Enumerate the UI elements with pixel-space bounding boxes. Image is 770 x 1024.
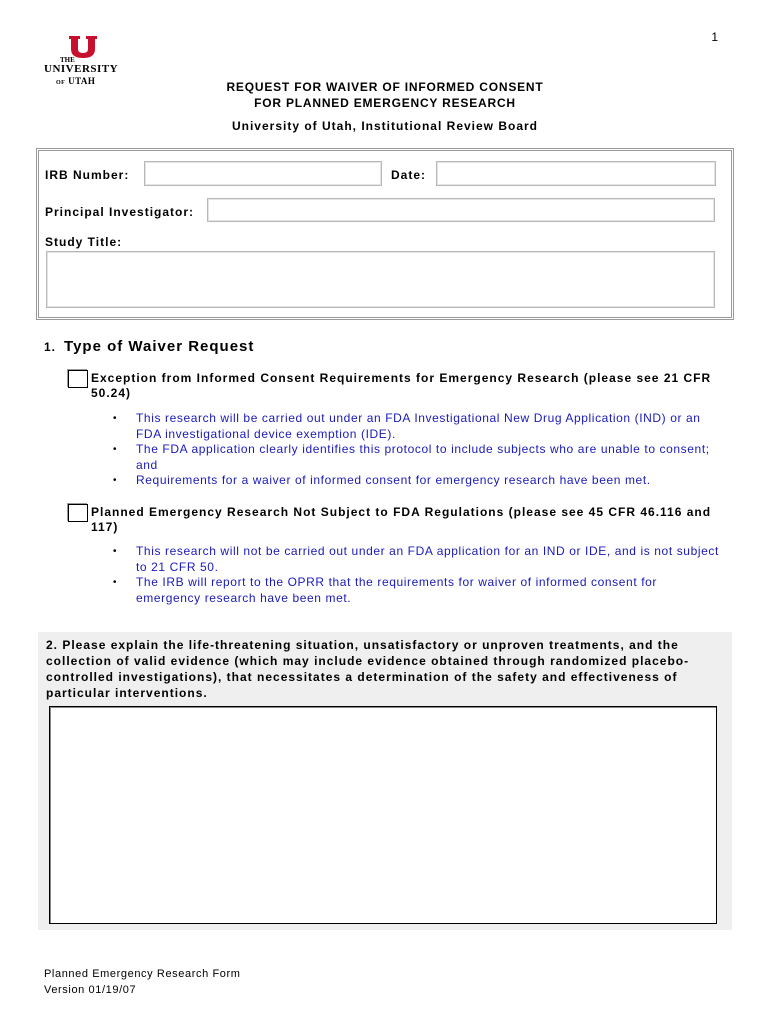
date-field[interactable]	[436, 161, 716, 186]
pi-field[interactable]	[207, 198, 715, 222]
exception-option-text: Exception from Informed Consent Requirements for Emergency Research (please see 21 CFR 50.24)	[91, 371, 712, 400]
study-title-label: Study Title:	[45, 235, 123, 249]
exception-checkbox[interactable]	[68, 370, 88, 388]
list-item: • The FDA application clearly identifies this protocol to include subjects who are unable to consent; and	[92, 442, 722, 473]
section1-title: Type of Waiver Request	[64, 338, 255, 355]
exception-bullets	[92, 411, 722, 489]
date-label: Date:	[391, 168, 427, 182]
form-title-line1: REQUEST FOR WAIVER OF INFORMED CONSENT	[226, 80, 544, 94]
page-number: 1	[711, 30, 718, 44]
section2-answer-field[interactable]	[49, 706, 717, 924]
footer-version: Version 01/19/07	[44, 984, 137, 996]
footer-form-name: Planned Emergency Research Form	[44, 968, 241, 980]
pi-label: Principal Investigator:	[45, 205, 195, 219]
list-item: • Requirements for a waiver of informed consent for emergency research have been met.	[92, 473, 722, 489]
section2-question: 2. Please explain the life-threatening situation, unsatisfactory or unproven treatments, and the collection of valid evidence (which may include evidence obtained through randomized placebo-controlled investigations), that necessitates a determination of the safety and effectiveness of particular interventions.	[46, 638, 690, 700]
section1-number: 1.	[44, 340, 57, 354]
form-subtitle: University of Utah, Institutional Review Board	[231, 119, 539, 133]
planned-research-bullets	[92, 544, 722, 606]
irb-number-field[interactable]	[144, 161, 382, 186]
list-item: • The IRB will report to the OPRR that the requirements for waiver of informed consent for emergency research have been met.	[92, 575, 722, 606]
logo-the: THE	[60, 56, 75, 64]
form-title-line2: FOR PLANNED EMERGENCY RESEARCH	[254, 96, 516, 110]
logo-of-utah: OF UTAH	[56, 76, 96, 86]
block-u-icon	[68, 36, 98, 58]
planned-research-checkbox[interactable]	[68, 504, 88, 522]
section1-heading	[44, 338, 254, 355]
planned-research-option-text: Planned Emergency Research Not Subject to FDA Regulations (please see 45 CFR 46.116 and 117)	[91, 505, 712, 534]
irb-number-label: IRB Number:	[45, 168, 130, 182]
study-title-field[interactable]	[46, 251, 715, 308]
list-item: • This research will not be carried out under an FDA application for an IND or IDE, and is not subject to 21 CFR 50.	[92, 544, 722, 575]
logo-university: UNIVERSITY	[44, 63, 119, 75]
list-item: • This research will be carried out under an FDA Investigational New Drug Application (IND) or an FDA investigational device exemption (IDE).	[92, 411, 722, 442]
